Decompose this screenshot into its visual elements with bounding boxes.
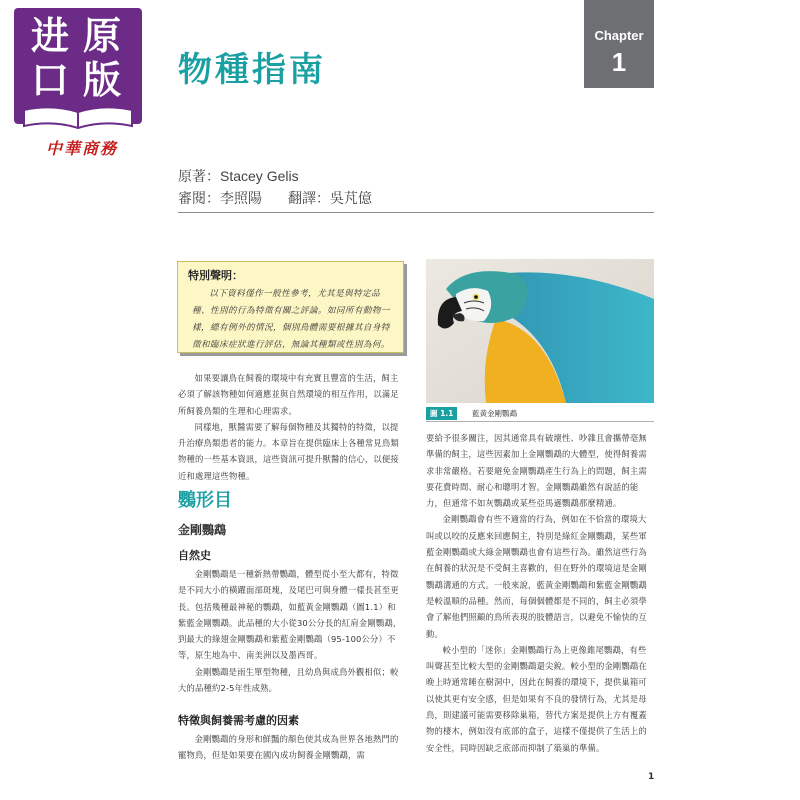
figure-caption xyxy=(426,406,654,422)
traits-paragraph-1: 金剛鸚鵡的身形和鮮豔的顏色使其成為世界各地熱門的寵物鳥，但是如果要在國內成功飼養金剛鸚鵡，需 xyxy=(178,734,399,761)
publisher-name: 中華商務 xyxy=(45,139,118,158)
right-paragraph-1: 要給予很多關注，因其通常具有破壞性、吵雜且會攜帶毫無準備的飼主，這些因素加上金剛鸚鵡的大體型，使得飼養需求非常嚴格。若要避免金剛鸚鵡產生行為上的問題，飼主需要花費時間、耐心和聰明才智。金剛鸚鵡雖然有說話的能力，但通常不如灰鸚鵡或某些亞馬遜鸚鵡那麼精通。 xyxy=(426,433,647,509)
badge-char-1: 进 xyxy=(30,13,69,58)
figure-caption-text: 藍黃金剛鸚鵡 xyxy=(472,409,517,418)
right-paragraph-2: 金剛鸚鵡會有些不適當的行為，例如在不恰當的環境大叫或以咬的反應來回應飼主，特別是綠紅金剛鸚鵡，某些軍藍金剛鸚鵡或大綠金剛鸚鵡也會有這些行為。雖然這些行為在飼養的狀況是不受飼主喜歡的，但在野外的環境這是金剛鸚鵡溝通的方式。一般來說，藍黃金剛鸚鵡和紫藍金剛鸚鵡是較溫順的品種。然而，每個個體都是不同的，飼主必須學會了解他們照顧的鳥所表現的肢體語言，以避免不愉快的互動。 xyxy=(426,514,647,639)
open-book-icon xyxy=(22,104,134,130)
chapter-label: Chapter xyxy=(594,28,644,43)
intro-paragraph-1: 如果要讓鳥在飼養的環境中有充實且豐富的生活，飼主必須了解該物種如何適應並與自然環境的相互作用，以滿足所飼養鳥類的生理和心理需求。 xyxy=(178,373,399,416)
credit-translator: 翻譯：吳芃億 xyxy=(288,190,372,206)
figure-label: 圖 1.1 xyxy=(426,407,457,420)
traits-text xyxy=(178,731,404,764)
chapter-tab xyxy=(584,0,654,88)
macaw-photo xyxy=(426,259,654,403)
subheading-traits: 特徵與飼養需考慮的因素 xyxy=(178,714,299,727)
section-heading-family: 金剛鸚鵡 xyxy=(178,523,227,537)
right-paragraph-3: 較小型的「迷你」金剛鸚鵡行為上更像錐尾鸚鵡，有些叫聲甚至比較大型的金剛鸚鵡還尖銳。較小型的金剛鸚鵡在晚上時通常睡在樹洞中，因此在飼養的環境下，提供巢箱可以使其更有安全感，但是如果有不良的發情行為，尤其是母鳥，則建議可能需要移除巢箱，替代方案是提供上方有覆蓋物的棲木，例如沒有底部的盒子，這樣不僅提供了生活上的安全性，同時因缺乏底部而抑制了築巢的準備。 xyxy=(426,644,647,753)
natural-history-text xyxy=(178,566,404,696)
credit-original: 原著：Stacey Gelis xyxy=(178,168,299,184)
natural-history-paragraph-2: 金剛鸚鵡是雨生單型物種，且幼鳥與成鳥外觀相似；較大的品種約2-5年性成熟。 xyxy=(178,666,399,694)
badge-char-3: 口 xyxy=(30,57,69,102)
intro-text xyxy=(178,370,404,484)
publisher-badge xyxy=(14,8,142,158)
page-title: 物種指南 xyxy=(178,50,326,90)
credit-reviewer: 審閱：李照陽 xyxy=(178,190,262,206)
disclaimer-box xyxy=(177,261,404,353)
right-column-text xyxy=(426,430,654,756)
subheading-natural-history: 自然史 xyxy=(178,549,211,562)
credits xyxy=(178,165,372,209)
page-number: 1 xyxy=(648,772,655,782)
intro-paragraph-2: 同樣地，獸醫需要了解每個物種及其獨特的特徵，以提升治療鳥類患者的能力。本章旨在提供臨床上各種常見鳥類物種的一些基本資訊，這些資訊可提升獸醫的信心，以便接近和處理這些物種。 xyxy=(178,421,399,481)
badge-char-4: 版 xyxy=(82,57,121,102)
divider xyxy=(178,212,654,213)
disclaimer-body: 以下資料僅作一般性參考，尤其是與特定品種、性別的行為特徵有關之評論。如同所有動物一樣，總有例外的情況，個別鳥體需要根據其自身特徵和臨床症狀進行評估，無論其種類或性別為何。 xyxy=(192,289,390,350)
chapter-number: 1 xyxy=(611,47,627,77)
disclaimer-title: 特別聲明： xyxy=(188,269,243,282)
natural-history-paragraph-1: 金剛鸚鵡是一種新熱帶鸚鵡，體型從小至大都有，特徵是不同大小的橫躍面部斑塊，及尾巴可與身體一樣長甚至更長。包括幾種最神秘的鸚鵡，如藍黃金剛鸚鵡（圖1.1）和紫藍金剛鸚鵡。此品種的大小從30公分長的紅肩金剛鸚鵡，到最大的綠翅金剛鸚鵡和紫藍金剛鸚鵡（95-100公分）不等，原生地為中、南美洲以及墨西哥。 xyxy=(178,569,402,661)
badge-char-2: 原 xyxy=(82,13,121,58)
section-heading-order: 鸚形目 xyxy=(178,490,232,511)
